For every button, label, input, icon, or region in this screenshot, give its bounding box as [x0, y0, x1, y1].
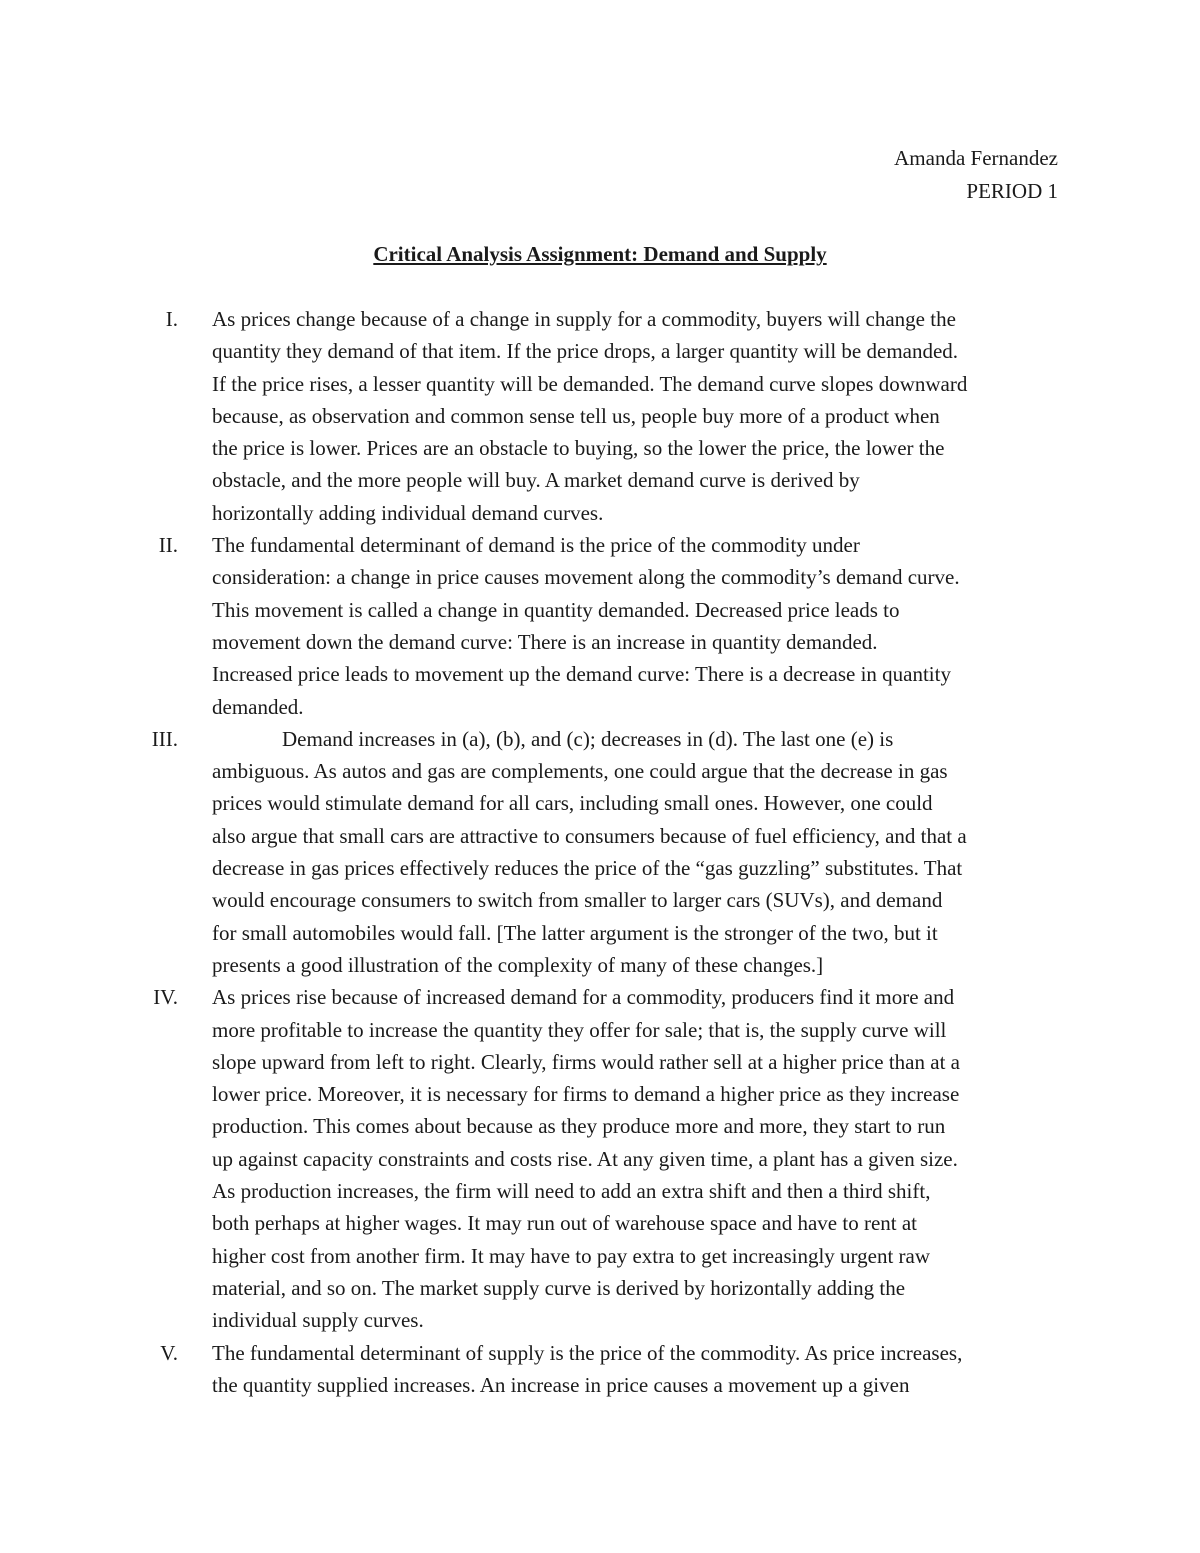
paragraph-line: would encourage consumers to switch from smaller to larger cars (SUVs), and demand: [212, 888, 943, 913]
paragraph-line: obstacle, and the more people will buy. A market demand curve is derived by: [212, 468, 860, 493]
list-numeral: IV.: [153, 985, 178, 1010]
paragraph-line: the quantity supplied increases. An increase in price causes a movement up a given: [212, 1372, 910, 1397]
list-item: [140, 303, 1065, 529]
class-period: PERIOD 1: [966, 179, 1058, 203]
document-title: Critical Analysis Assignment: Demand and Supply: [373, 242, 827, 266]
list-numeral: II.: [158, 533, 178, 558]
paragraph-line: up against capacity constraints and costs rise. At any given time, a plant has a given size.: [212, 1146, 958, 1171]
paragraph-line: material, and so on. The market supply curve is derived by horizontally adding the: [212, 1275, 906, 1300]
paragraph-line: consideration: a change in price causes movement along the commodity’s demand curve.: [212, 565, 960, 590]
paragraph-line: demanded.: [212, 694, 304, 719]
list-item: [140, 981, 1065, 1336]
paragraph-line: for small automobiles would fall. [The latter argument is the stronger of the two, but it: [212, 920, 938, 945]
paragraph-line: presents a good illustration of the complexity of many of these changes.]: [212, 952, 824, 977]
author-block: [894, 142, 1058, 208]
author-name: Amanda Fernandez: [894, 146, 1058, 170]
list-numeral: I.: [165, 307, 178, 331]
paragraph-line: production. This comes about because as they produce more and more, they start to run: [212, 1114, 946, 1139]
paragraph-line: If the price rises, a lesser quantity will be demanded. The demand curve slopes downward: [212, 371, 968, 396]
paragraph-line: As prices change because of a change in supply for a commodity, buyers will change the: [212, 307, 956, 331]
paragraph-line: both perhaps at higher wages. It may run out of warehouse space and have to rent at: [212, 1211, 918, 1236]
paragraph-line: decrease in gas prices effectively reduces the price of the “gas guzzling” substitutes. That: [212, 856, 963, 881]
paragraph-line: Demand increases in (a), (b), and (c); decreases in (d). The last one (e) is: [282, 726, 894, 751]
list-numeral: III.: [151, 726, 178, 751]
paragraph-line: the price is lower. Prices are an obstacle to buying, so the lower the price, the lower the: [212, 436, 945, 461]
paragraph-line: As prices rise because of increased demand for a commodity, producers find it more and: [212, 985, 955, 1010]
paragraph-line: Increased price leads to movement up the demand curve: There is a decrease in quantity: [212, 662, 951, 687]
paragraph-line: prices would stimulate demand for all cars, including small ones. However, one could: [212, 791, 933, 816]
numbered-list: [140, 303, 1065, 1401]
list-item: [140, 723, 1065, 981]
list-numeral: V.: [160, 1340, 178, 1365]
paragraph-line: movement down the demand curve: There is an increase in quantity demanded.: [212, 629, 878, 654]
paragraph-line: ambiguous. As autos and gas are complements, one could argue that the decrease in gas: [212, 759, 948, 784]
paragraph-line: horizontally adding individual demand curves.: [212, 500, 604, 525]
paragraph-line: The fundamental determinant of supply is the price of the commodity. As price increases,: [212, 1340, 963, 1365]
paragraph-line: This movement is called a change in quantity demanded. Decreased price leads to: [212, 597, 900, 622]
paragraph-line: quantity they demand of that item. If the price drops, a larger quantity will be demanded.: [212, 339, 959, 364]
paragraph-line: individual supply curves.: [212, 1308, 424, 1333]
paragraph-line: The fundamental determinant of demand is the price of the commodity under: [212, 533, 860, 558]
paragraph-line: lower price. Moreover, it is necessary for firms to demand a higher price as they increase: [212, 1082, 960, 1107]
paragraph-line: because, as observation and common sense tell us, people buy more of a product when: [212, 403, 940, 428]
paragraph-line: higher cost from another firm. It may have to pay extra to get increasingly urgent raw: [212, 1243, 931, 1268]
paragraph-line: more profitable to increase the quantity they offer for sale; that is, the supply curve will: [212, 1017, 947, 1042]
paragraph-line: also argue that small cars are attractive to consumers because of fuel efficiency, and that a: [212, 823, 967, 848]
list-item: [140, 529, 1065, 723]
paragraph-line: slope upward from left to right. Clearly, firms would rather sell at a higher price than at a: [212, 1049, 960, 1074]
list-item: [140, 1337, 1065, 1402]
paragraph-line: As production increases, the firm will need to add an extra shift and then a third shift,: [212, 1179, 931, 1204]
